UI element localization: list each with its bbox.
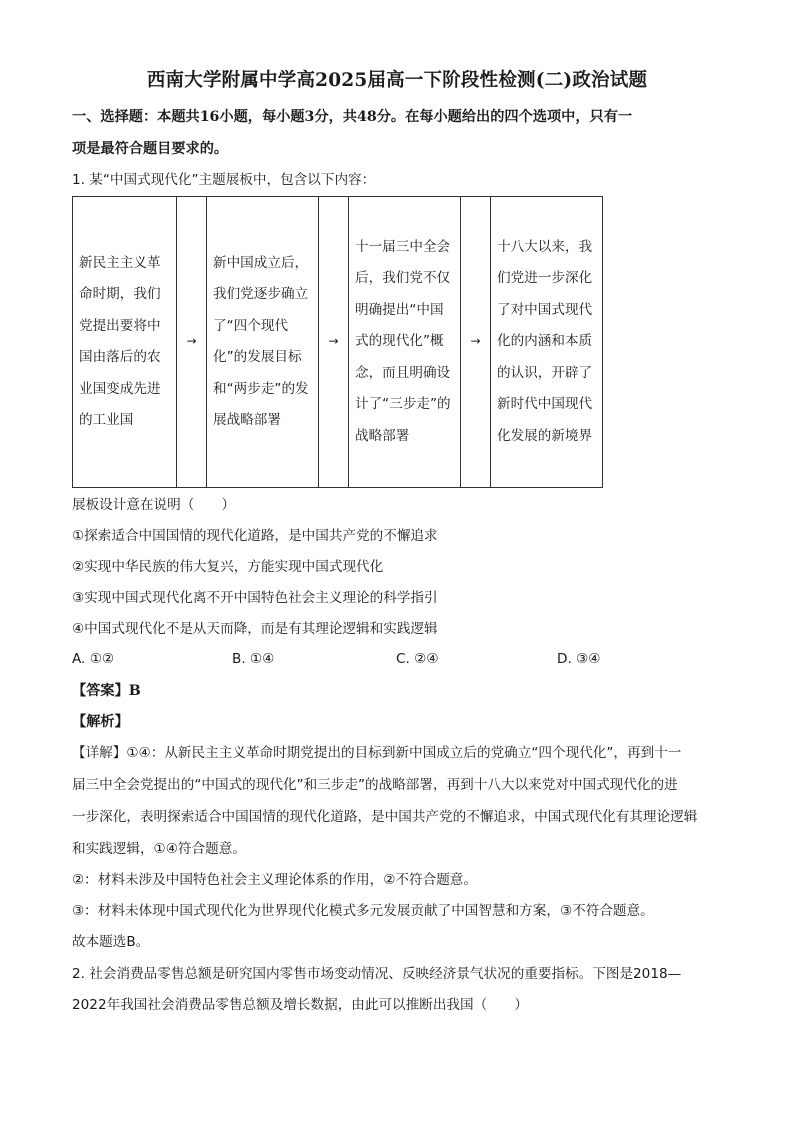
detail-line-2: 届三中全会党提出的“中国式的现代化”和三步走”的战略部署，再到十八大以来党对中国式现代化的进 <box>72 777 678 793</box>
option-a: A. ①② <box>72 651 115 667</box>
q2-stem-line2: 2022年我国社会消费品零售总额及增长数据，由此可以推断出我国（ ） <box>72 997 528 1013</box>
option-b: B. ①④ <box>232 651 275 667</box>
option-d: D. ③④ <box>557 651 601 667</box>
arrow-icon: → <box>461 197 491 488</box>
q1-stem: 1. 某“中国式现代化”主题展板中，包含以下内容： <box>72 172 376 188</box>
q2-stem-line1: 2. 社会消费品零售总额是研究国内零售市场变动情况、反映经济景气状况的重要指标。下图是2018— <box>72 966 682 982</box>
q1-statement-3: ③实现中国式现代化离不开中国特色社会主义理论的科学指引 <box>72 590 438 606</box>
q1-statement-4: ④中国式现代化不是从天而降，而是有其理论逻辑和实践逻辑 <box>72 621 438 637</box>
detail-line-5: ②：材料未涉及中国特色社会主义理论体系的作用，②不符合题意。 <box>72 872 477 888</box>
board-cell-18th-congress: 十八大以来，我们党进一步深化了对中国式现代化的内涵和本质的认识，开辟了新时代中国现代化发展的新境界 <box>491 197 603 488</box>
detail-line-3: 一步深化，表明探索适合中国国情的现代化道路，是中国共产党的不懈追求，中国式现代化有其理论逻辑 <box>72 809 698 825</box>
detail-line-6: ③：材料未体现中国式现代化为世界现代化模式多元发展贡献了中国智慧和方案，③不符合题意。 <box>72 903 654 919</box>
q1-statement-1: ①探索适合中国国情的现代化道路，是中国共产党的不懈追求 <box>72 528 438 544</box>
board-cell-new-democracy: 新民主主义革命时期，我们党提出要将中国由落后的农业国变成先进的工业国 <box>73 197 177 488</box>
answer-label: 【答案】B <box>72 683 141 699</box>
detail-line-4: 和实践逻辑，①④符合题意。 <box>72 841 246 857</box>
option-c: C. ②④ <box>396 651 439 667</box>
board-cell-third-plenum: 十一届三中全会后，我们党不仅明确提出“中国式的现代化”概念，而且明确设计了“三步走”的战略部署 <box>349 197 461 488</box>
section-instructions-line1: 一、选择题：本题共16小题，每小题3分，共48分。在每小题给出的四个选项中，只有一 <box>72 109 633 125</box>
detail-line-7: 故本题选B。 <box>72 934 150 950</box>
section-instructions-line2: 项是最符合题目要求的。 <box>72 141 229 157</box>
exam-title: 西南大学附属中学高2025届高一下阶段性检测(二)政治试题 <box>146 70 648 91</box>
board-cell-four-modernizations: 新中国成立后，我们党逐步确立了“四个现代化”的发展目标和“两步走”的发展战略部署 <box>207 197 319 488</box>
arrow-icon: → <box>319 197 349 488</box>
detail-line-1: 【详解】①④：从新民主主义革命时期党提出的目标到新中国成立后的党确立“四个现代化”，再到十一 <box>72 745 682 761</box>
arrow-icon: → <box>177 197 207 488</box>
q1-statement-2: ②实现中华民族的伟大复兴，方能实现中国式现代化 <box>72 559 384 575</box>
analysis-label: 【解析】 <box>72 714 129 730</box>
exhibit-board-table <box>72 196 603 488</box>
q1-question: 展板设计意在说明（ ） <box>72 497 236 513</box>
